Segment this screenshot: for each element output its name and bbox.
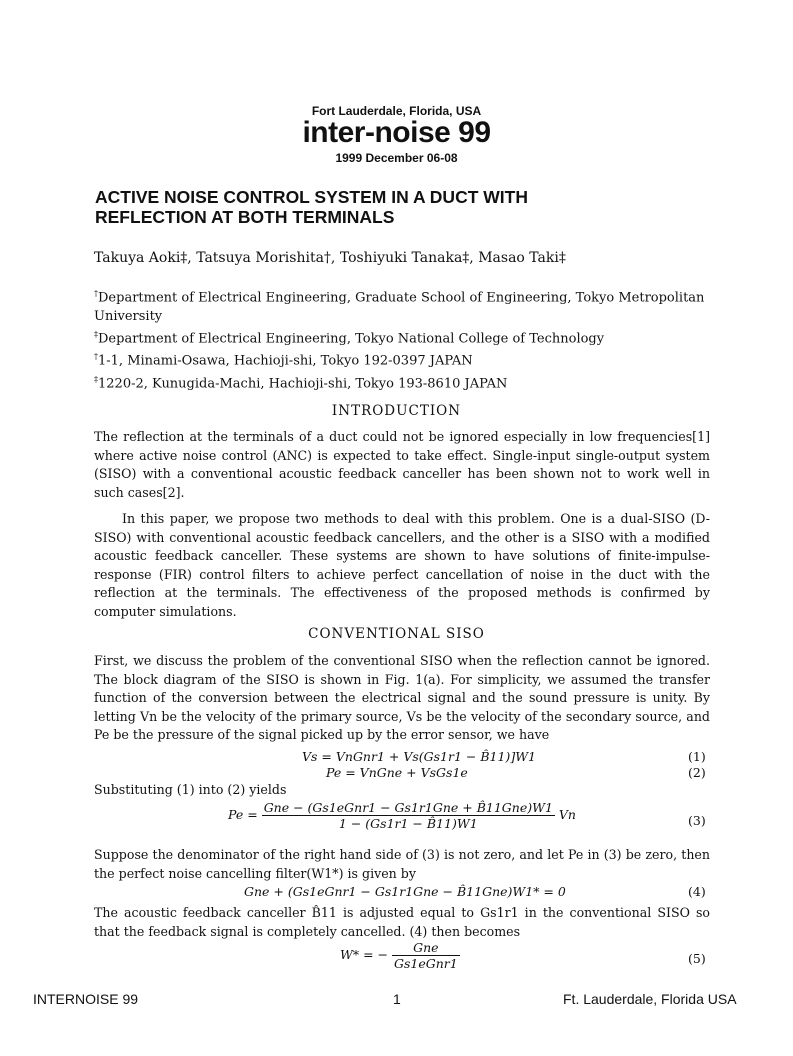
section-heading-conventional-siso: CONVENTIONAL SISO xyxy=(308,626,485,642)
affiliation-4 xyxy=(94,370,714,393)
equation-5-fraction xyxy=(392,940,460,971)
substituting-text: Substituting (1) into (2) yields xyxy=(94,782,287,797)
equation-3-numerator: Gne − (Gs1eGnr1 − Gs1r1Gne + B̂11Gne)W1 xyxy=(263,800,553,815)
equation-5-denominator: Gs1eGnr1 xyxy=(393,956,458,971)
conference-venue: Fort Lauderdale, Florida, USA xyxy=(311,104,482,118)
equation-3-fraction xyxy=(262,800,555,831)
equation-3 xyxy=(228,800,576,831)
affiliation-mark: † xyxy=(94,289,98,298)
affiliation-mark: † xyxy=(94,352,98,361)
conference-date: 1999 December 06-08 xyxy=(335,151,458,165)
affiliation-1 xyxy=(94,284,714,326)
conference-logo: inter-noise 99 xyxy=(302,116,491,149)
paper-title xyxy=(95,187,715,227)
title-line-1: ACTIVE NOISE CONTROL SYSTEM IN A DUCT WITH xyxy=(95,187,528,207)
affiliation-text: 1-1, Minami-Osawa, Hachioji-shi, Tokyo 192-0397 JAPAN xyxy=(98,353,473,369)
equation-5-numerator: Gne xyxy=(392,940,460,956)
canceller-paragraph: The acoustic feedback canceller B̂11 is adjusted equal to Gs1r1 in the conventional SISO so that the feedback signal is completely cancelled. (4) then becomes xyxy=(94,905,710,939)
equation-3-number: (3) xyxy=(688,813,706,828)
title-line-2: REFLECTION AT BOTH TERMINALS xyxy=(95,207,395,227)
equation-3-rhs: Vn xyxy=(558,807,576,822)
equation-2: Pe = VnGne + VsGs1e xyxy=(326,765,468,780)
author-list: Takuya Aoki‡, Tatsuya Morishita†, Toshiyuki Tanaka‡, Masao Taki‡ xyxy=(94,250,566,266)
footer-right: Ft. Lauderdale, Florida USA xyxy=(563,991,737,1007)
equation-5-number: (5) xyxy=(688,951,706,966)
suppose-paragraph: Suppose the denominator of the right hand side of (3) is not zero, and let Pe in (3) be zero, then the perfect noise cancelling filter(W1*) is given by xyxy=(94,847,710,881)
equation-3-lhs: Pe = xyxy=(228,807,258,822)
affiliation-3 xyxy=(94,347,714,370)
affiliation-text: 1220-2, Kunugida-Machi, Hachioji-shi, Tokyo 193-8610 JAPAN xyxy=(98,376,508,392)
equation-5 xyxy=(340,940,460,971)
footer-page-number: 1 xyxy=(393,991,401,1007)
equation-1-number: (1) xyxy=(688,749,706,764)
equation-2-number: (2) xyxy=(688,765,706,780)
section-heading-introduction: INTRODUCTION xyxy=(331,403,462,419)
affiliation-2 xyxy=(94,325,714,348)
footer-left: INTERNOISE 99 xyxy=(33,991,139,1007)
affiliation-text: Department of Electrical Engineering, Tokyo National College of Technology xyxy=(98,331,605,347)
equation-1: Vs = VnGnr1 + Vs(Gs1r1 − B̂11)]W1 xyxy=(302,749,536,764)
siso-paragraph-1: First, we discuss the problem of the conventional SISO when the reflection cannot be ignored. The block diagram of the SISO is shown in Fig. 1(a). For simplicity, we assumed the transfer function of the conversion between the electrical signal and the sound pressure is unity. By letting Vn be the velocity of the primary source, Vs be the velocity of the secondary source, and Pe be the pressure of the signal picked up by the error sensor, we have xyxy=(94,653,710,742)
intro-paragraph-1: The reflection at the terminals of a duct could not be ignored especially in low frequencies[1] where active noise control (ANC) is expected to take effect. Single-input single-output system (SISO) with a conventional acoustic feedback canceller has been shown not to work well in such cases[2]. xyxy=(94,429,710,500)
equation-4-number: (4) xyxy=(688,884,706,899)
equation-4: Gne + (Gs1eGnr1 − Gs1r1Gne − B̂11Gne)W1* = 0 xyxy=(244,884,566,899)
affiliation-mark: ‡ xyxy=(94,375,98,384)
affiliation-text: Department of Electrical Engineering, Graduate School of Engineering, Tokyo Metropolitan University xyxy=(94,290,705,325)
intro-paragraph-2: In this paper, we propose two methods to deal with this problem. One is a dual-SISO (D-SISO) with conventional acoustic feedback cancellers, and the other is a SISO with a modified acoustic feedback canceller. These systems are shown to have solutions of finite-impulse-response (FIR) control filters to achieve perfect cancellation of noise in the duct with the reflection at the terminals. The effectiveness of the proposed methods is confirmed by computer simulations. xyxy=(94,511,710,619)
equation-5-lhs: W* = − xyxy=(340,947,388,962)
affiliation-mark: ‡ xyxy=(94,330,98,339)
equation-3-denominator: 1 − (Gs1r1 − B̂11)W1 xyxy=(338,816,478,831)
